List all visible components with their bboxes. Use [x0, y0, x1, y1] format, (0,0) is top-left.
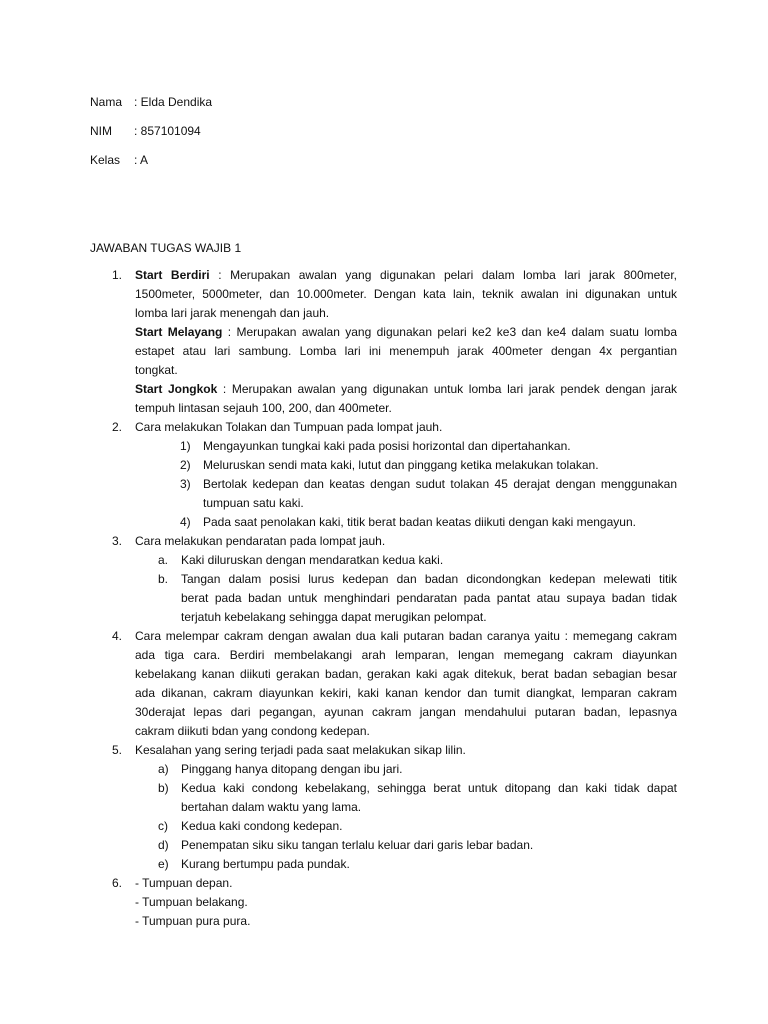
q1-number: 1. [112, 268, 123, 282]
q1-term-berdiri: Start Berdiri [135, 268, 210, 282]
q1-term-jongkok: Start Jongkok [135, 382, 218, 396]
q2-number: 2. [112, 420, 123, 434]
nim-value: : 857101094 [134, 124, 201, 138]
q4-line-1: Cara melempar cakram dengan awalan dua kali putaran badan caranya yaitu : memegang cakram [135, 629, 677, 643]
q5-item-a: Pinggang hanya ditopang dengan ibu jari. [181, 762, 403, 776]
q1-line-7: Start Jongkok : Merupakan awalan yang digunakan untuk lomba lari jarak pendek dengan jarak [135, 382, 677, 396]
nim-label: NIM [90, 124, 112, 138]
q4-line-4: ada dikanan, cakram diayunkan kekiri, kaki kanan kendor dan tumit diangkat, lemparan cakram [135, 686, 677, 700]
q1-line-5: estapet atau lari sambung. Lomba lari ini menempuh jarak 400meter dengan 4x pergantian [135, 344, 677, 358]
q3-item-b-line-1: Tangan dalam posisi lurus kedepan dan badan dicondongkan kedepan melewati titik [181, 572, 677, 586]
q3-item-a-marker: a. [158, 553, 169, 567]
q3-item-b-line-2: berat pada badan untuk menghindari pendaratan pada pantat atau supaya badan tidak [181, 591, 677, 605]
q1-line-8: tempuh lintasan sejauh 100, 200, dan 400meter. [135, 401, 392, 415]
nama-value: : Elda Dendika [134, 95, 213, 109]
q1-line-1: Start Berdiri : Merupakan awalan yang digunakan pelari dalam lomba lari jarak 800meter, [135, 268, 677, 282]
q2-intro: Cara melakukan Tolakan dan Tumpuan pada lompat jauh. [135, 420, 443, 434]
q5-item-b-line-2: bertahan dalam waktu yang lama. [181, 800, 362, 814]
q2-item-4: Pada saat penolakan kaki, titik berat badan keatas diikuti dengan kaki mengayun. [203, 515, 636, 529]
q4-line-6: cakram diikuti bdan yang condong kedepan. [135, 724, 370, 738]
q5-intro: Kesalahan yang sering terjadi pada saat melakukan sikap lilin. [135, 743, 466, 757]
kelas-label: Kelas [90, 153, 121, 167]
kelas-value: : A [134, 153, 149, 167]
q1-line-2: 1500meter, 5000meter, dan 10.000meter. Dengan kata lain, teknik awalan ini digunakan untuk [135, 287, 677, 301]
nama-label: Nama [90, 95, 123, 109]
q5-item-c-marker: c) [158, 819, 168, 833]
info-row-kelas [90, 151, 148, 169]
q2-item-3-marker: 3) [180, 477, 191, 491]
q1-line-3: lomba lari jarak menengah dan jauh. [135, 306, 330, 320]
q6-line-3: - Tumpuan pura pura. [135, 914, 251, 928]
q6-line-1: - Tumpuan depan. [135, 876, 233, 890]
q6-line-2: - Tumpuan belakang. [135, 895, 248, 909]
q5-item-e: Kurang bertumpu pada pundak. [181, 857, 350, 871]
q2-item-2: Meluruskan sendi mata kaki, lutut dan pinggang ketika melakukan tolakan. [203, 458, 599, 472]
q5-item-b-line-1: Kedua kaki condong kebelakang, sehingga berat untuk ditopang dan kaki tidak dapat [181, 781, 677, 795]
info-row-nama [90, 93, 212, 111]
q2-item-1: Mengayunkan tungkai kaki pada posisi horizontal dan dipertahankan. [203, 439, 571, 453]
q5-number: 5. [112, 743, 123, 757]
q3-intro: Cara melakukan pendaratan pada lompat jauh. [135, 534, 386, 548]
q5-item-d-marker: d) [158, 838, 169, 852]
q5-item-a-marker: a) [158, 762, 169, 776]
q3-item-b-marker: b. [158, 572, 169, 586]
q4-number: 4. [112, 629, 123, 643]
q1-term-melayang: Start Melayang [135, 325, 223, 339]
q3-item-a: Kaki diluruskan dengan mendaratkan kedua kaki. [181, 553, 444, 567]
q5-item-d: Penempatan siku siku tangan terlalu keluar dari garis lebar badan. [181, 838, 534, 852]
q2-item-1-marker: 1) [180, 439, 191, 453]
q2-item-3-line-1: Bertolak kedepan dan keatas dengan sudut tolakan 45 derajat dengan menggunakan [203, 477, 677, 491]
q5-item-c: Kedua kaki condong kedepan. [181, 819, 343, 833]
q4-line-2: ada tiga cara. Berdiri membelakangi arah lemparan, lengan memegang cakram diayunkan [135, 648, 677, 662]
q6-number: 6. [112, 876, 123, 890]
q4-line-5: 30derajat lepas dari pegangan, ayunan cakram jangan mendahului putaran badan, lepasnya [135, 705, 677, 719]
q1-line-4: Start Melayang : Merupakan awalan yang digunakan pelari ke2 ke3 dan ke4 dalam suatu lomba [135, 325, 677, 339]
q2-item-3-line-2: tumpuan satu kaki. [203, 496, 304, 510]
q3-number: 3. [112, 534, 123, 548]
info-row-nim [90, 122, 201, 140]
q5-item-e-marker: e) [158, 857, 169, 871]
q3-item-b-line-3: terjatuh kebelakang sehingga dapat merugikan pelompat. [181, 610, 487, 624]
q2-item-4-marker: 4) [180, 515, 191, 529]
q1-line-6: tongkat. [135, 363, 178, 377]
q5-item-b-marker: b) [158, 781, 169, 795]
q4-line-3: kebelakang kanan diikuti gerakan badan, gerakan kaki agak ditekuk, berat badan sebagian besar [135, 667, 677, 681]
q2-item-2-marker: 2) [180, 458, 191, 472]
document-title: JAWABAN TUGAS WAJIB 1 [90, 241, 242, 255]
